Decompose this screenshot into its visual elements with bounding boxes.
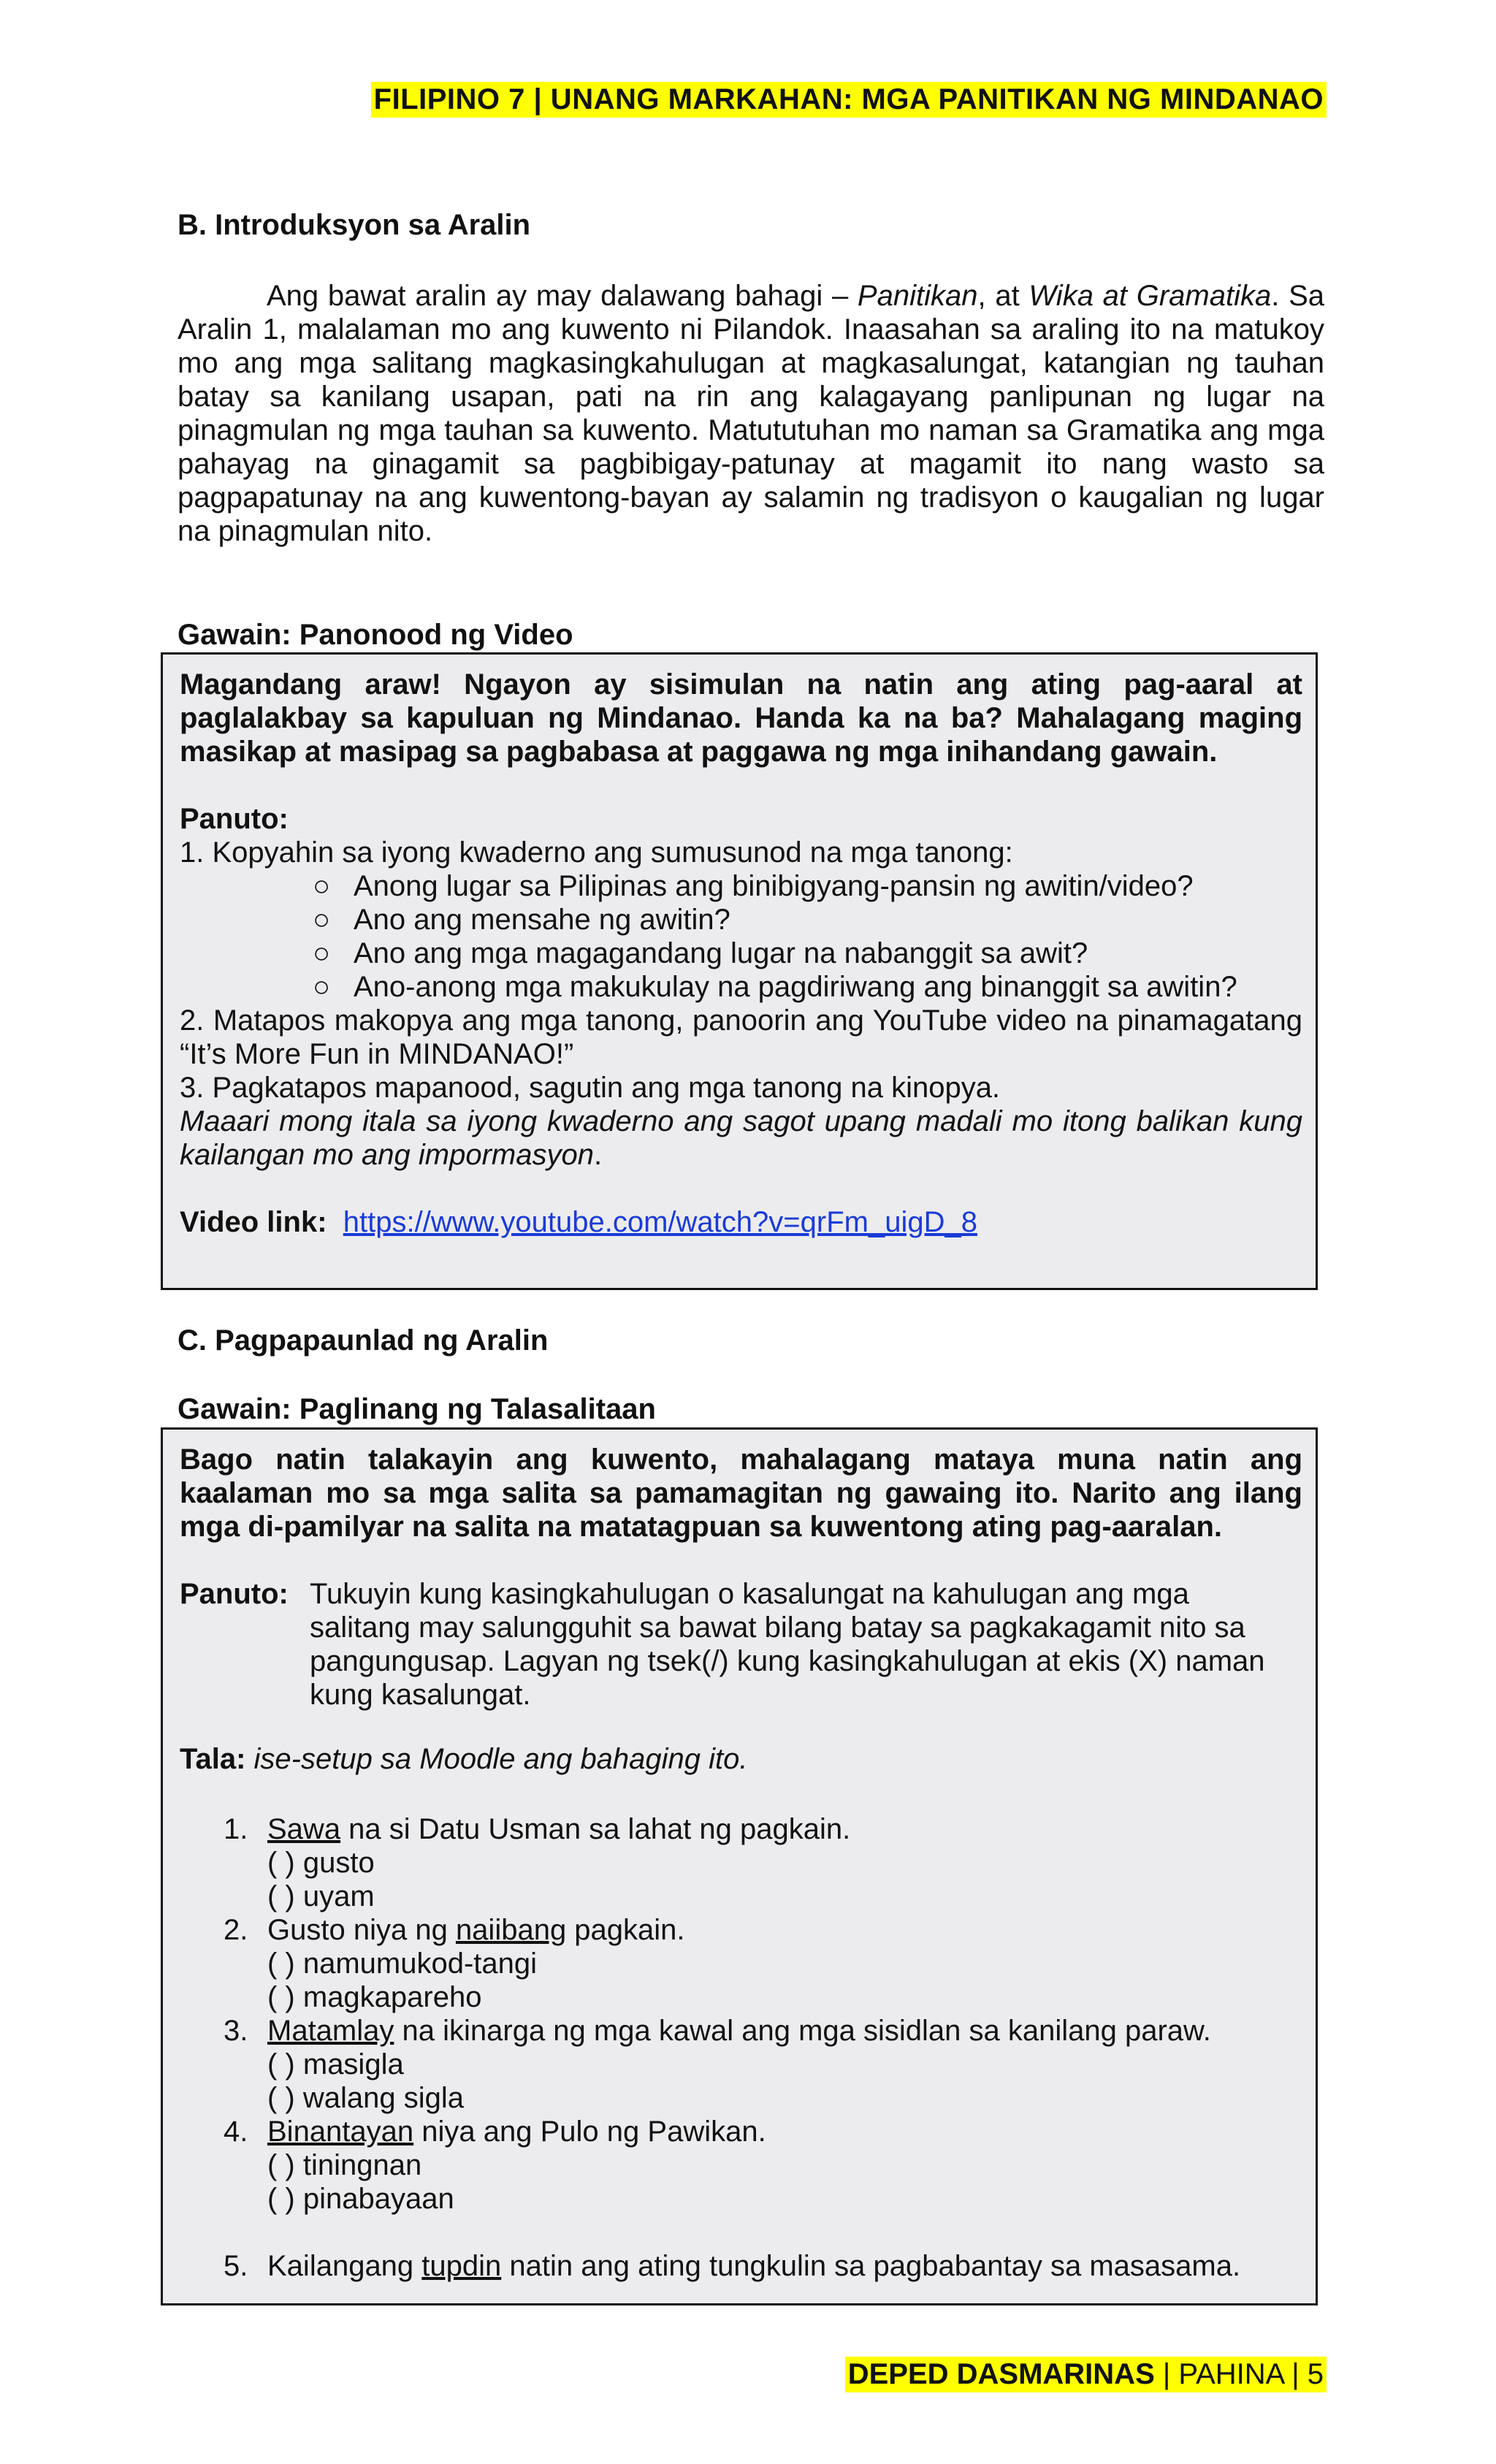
question-item: ○ Ano ang mga magagandang lugar na nabanggit sa awit? [313,937,1088,969]
vocab-list [180,1812,1302,2283]
gawain-vocab-heading: Gawain: Paglinang ng Talasalitaan [178,1393,656,1425]
question-item: ○ Ano-anong mga makukulay na pagdiriwang ang binanggit sa awitin? [313,971,1237,1003]
panuto-line: Tukuyin kung kasingkahulugan o kasalungat na kahulugan ang mga [310,1578,1189,1610]
intro-paragraph: Ang bawat aralin ay may dalawang bahagi – Panitikan, at Wika at Gramatika. Sa Aralin 1, malalaman mo ang kuwento ni Pilandok. Inaasahan sa araling ito na matukoy mo ang mga salitang magkasingkahulugan at magkasalungat, katangian ng tauhan batay sa kanilang usapan, pati na rin ang kalagayang panlipunan ng lugar na pinagmulan ng mga tauhan sa kuwento. Matututuhan mo naman sa Gramatika ang mga pahayag na ginagamit sa pagbibigay-patunay at magamit ito nang wasto sa pagpapatunay na ang kuwentong-bayan ay salamin ng tradisyon o kaugalian ng lugar na pinagmulan nito. [178,280,1324,547]
bullet-icon: ○ [313,870,331,902]
video-link[interactable]: https://www.youtube.com/watch?v=qrFm_uigD_8 [343,1206,977,1238]
list-item: 5. Kailangang tupdin natin ang ating tungkulin sa pagbabantay sa masasama. [224,2250,1241,2282]
option-checkbox[interactable]: ( ) tiningnan [267,2149,422,2181]
vocab-intro: Bago natin talakayin ang kuwento, mahalagang mataya muna natin ang kaalaman mo sa mga salita sa pamamagitan ng gawaing ito. Narito ang ilang mga di-pamilyar na salita na matatagpuan sa kuwentong ating pag-aaralan. [180,1443,1302,1543]
panuto-line: salitang may salungguhit sa bawat bilang batay sa pagkakagamit nito sa [310,1611,1245,1644]
video-link-label: Video link: [180,1206,327,1238]
panuto-label: Panuto: [180,1578,289,1610]
target-word: Sawa [267,1813,341,1845]
page-number: PAHINA | 5 [1178,2358,1324,2390]
option-checkbox[interactable]: ( ) uyam [267,1880,375,1912]
list-item: 1. Sawa na si Datu Usman sa lahat ng pagkain. ( ) gusto ( ) uyam [180,1812,1302,1913]
section-b-heading: B. Introduksyon sa Aralin [178,209,531,241]
page-footer: DEPED DASMARINAS | PAHINA | 5 [845,2357,1327,2392]
note: Maaari mong itala sa iyong kwaderno ang sagot upang madali mo itong balikan kung kailangan mo ang impormasyon. [180,1105,1302,1171]
question-item: ○ Ano ang mensahe ng awitin? [313,904,730,936]
section-c-heading: C. Pagpapaunlad ng Aralin [178,1324,549,1357]
target-word: Binantayan [267,2116,414,2148]
option-checkbox[interactable]: ( ) masigla [267,2048,404,2080]
list-item: 3. Matamlay na ikinarga ng mga kawal ang mga sisidlan sa kanilang paraw. ( ) masigla ( ) walang sigla [180,2014,1302,2115]
bullet-icon: ○ [313,904,331,936]
step-3: 3. Pagkatapos mapanood, sagutin ang mga tanong na kinopya. [180,1072,1001,1104]
target-word: Matamlay [267,2015,394,2047]
panuto-label: Panuto: [180,803,289,835]
vocab-activity-box [161,1427,1318,2305]
list-item: 4. Binantayan niya ang Pulo ng Pawikan. ( ) tiningnan ( ) pinabayaan [180,2115,1302,2216]
gawain-video-heading: Gawain: Panonood ng Video [178,619,573,651]
step-2: 2. Matapos makopya ang mga tanong, panoorin ang YouTube video na pinamagatang “It’s More Fun in MINDANAO!” [180,1004,1302,1070]
bullet-icon: ○ [313,937,331,969]
tala-note: Tala: ise-setup sa Moodle ang bahaging ito. [180,1743,748,1775]
video-intro: Magandang araw! Ngayon ay sisimulan na natin ang ating pag-aaral at paglalakbay sa kapuluan ng Mindanao. Handa ka na ba? Mahalagang maging masikap at masipag sa pagbabasa at paggawa ng mga inihandang gawain. [180,668,1302,768]
target-word: naiibang [455,1914,567,1946]
option-checkbox[interactable]: ( ) magkapareho [267,1981,482,2013]
list-item: 2. Gusto niya ng naiibang pagkain. ( ) namumukod-tangi ( ) magkapareho [180,1913,1302,2014]
panuto-line: pangungusap. Lagyan ng tsek(/) kung kasingkahulugan at ekis (X) naman [310,1645,1265,1677]
option-checkbox[interactable]: ( ) pinabayaan [267,2183,454,2215]
panuto-line: kung kasalungat. [310,1679,531,1711]
step-1: 1. Kopyahin sa iyong kwaderno ang sumusunod na mga tanong: [180,836,1013,869]
bullet-icon: ○ [313,971,331,1003]
page-header: FILIPINO 7 | UNANG MARKAHAN: MGA PANITIKAN NG MINDANAO [371,82,1327,118]
question-item: ○ Anong lugar sa Pilipinas ang binibigyang-pansin ng awitin/video? [313,870,1194,902]
option-checkbox[interactable]: ( ) gusto [267,1847,375,1879]
option-checkbox[interactable]: ( ) namumukod-tangi [267,1948,538,1980]
video-link-row [180,1205,1302,1239]
video-activity-box [161,652,1318,1290]
vocab-panuto [180,1577,1302,1712]
option-checkbox[interactable]: ( ) walang sigla [267,2082,465,2114]
target-word: tupdin [421,2250,502,2282]
